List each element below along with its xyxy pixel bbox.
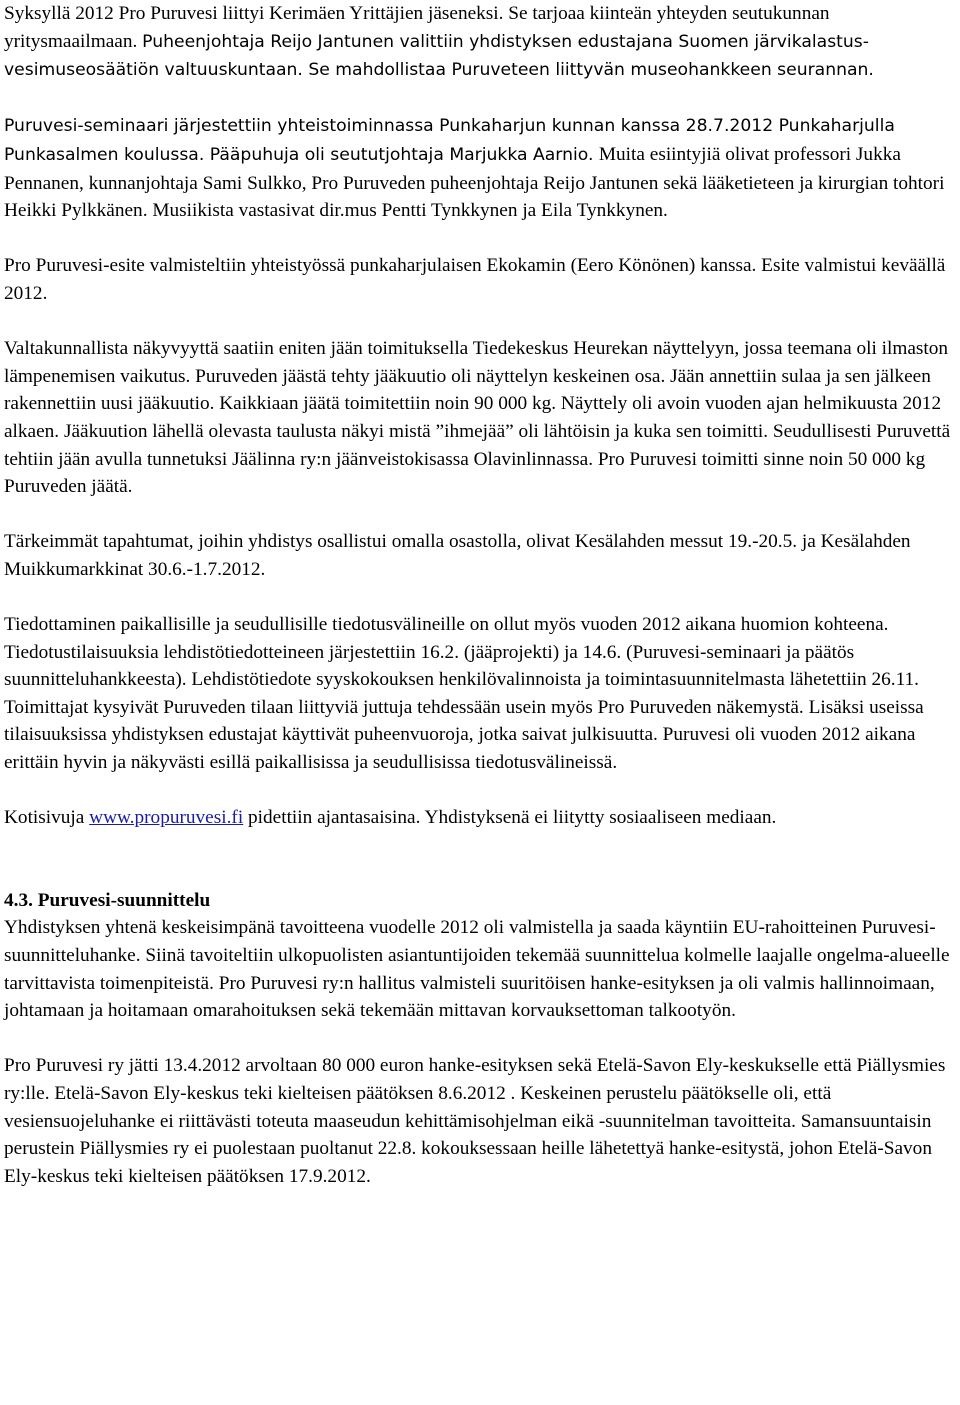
paragraph-seminar-text: Puruvesi-seminaari järjestettiin yhteistoiminnassa Punkaharjun kunnan kanssa 28.7.2012 Punkaharjulla Punkasalmen koulussa. Pääpuhuja oli seututjohtaja Marjukka Aarnio. — [4, 116, 895, 165]
paragraph-kerimaki-text: Syksyllä 2012 Pro Puruvesi liittyi Kerimäen Yrittäjien jäseneksi. Se tarjoaa kiinteän yhteyden seutukunnan yritysmaailmaan. — [4, 3, 830, 52]
paragraph-museum-text: Puheenjohtaja Reijo Jantunen valittiin yhdistyksen edustajana Suomen järvikalastus- vesimuseosäätiön valtuuskuntaan. Se mahdollistaa Puruveteen liittyvän museohankkeen seurannan. — [4, 31, 874, 81]
paragraph-planning-decision: Pro Puruvesi ry jätti 13.4.2012 arvoltaan 80 000 euron hanke-esityksen sekä Etelä-Savon Ely-keskukselle että Piällysmies ry:lle. Etelä-Savon Ely-keskus teki kielteisen päätöksen 8.6.2012 . Keskeinen perustelu päätökselle oli, että vesiensuojeluhanke ei riittävästi toteuta maaseudun kehittämisohjelman eikä -suunnitelman tavoitteita. Samansuuntaisin perustein Piällysmies ry ei puolestaan puoltanut 22.8. kokouksessaan heille lähetettyä hanke-esitystä, johon Etelä-Savon Ely-keskus teki kielteisen päätöksen 17.9.2012. — [4, 1055, 946, 1187]
spacer — [4, 583, 956, 611]
spacer — [4, 308, 956, 336]
paragraph-media: Tiedottaminen paikallisille ja seudullisille tiedotusvälineille on ollut myös vuoden 2012 aikana huomion kohteena. Tiedotustilaisuuksia lehdistötiedotteineen järjestettiin 16.2. (jääprojekti) ja 14.6. (Puruvesi-seminaari ja päätös suunnitteluhankkeesta). Lehdistötiedote syyskokouksen henkilövalinnoista ja toimintasuunnitelmasta lähetettiin 26.11. Toimittajat kysyivät Puruveden tilaan liittyviä juttuja tehdessään usein myös Pro Puruveden näkemystä. Lisäksi useissa tilaisuuksissa yhdistyksen edustajat käyttivät puheenvuoroja, jotka saivat julkisuutta. Puruvesi oli vuoden 2012 aikana erittäin hyvin ja näkyvästi esillä paikallisissa ja seudullisissa tiedotusvälineissä. — [4, 614, 924, 774]
paragraph-website — [4, 804, 956, 832]
website-link[interactable]: www.propuruvesi.fi — [89, 807, 244, 829]
spacer — [4, 85, 956, 113]
spacer — [4, 501, 956, 529]
spacer — [4, 777, 956, 805]
paragraph-seminar — [4, 112, 956, 224]
spacer — [4, 1025, 956, 1053]
paragraph-seminar-speakers: Muita esiintyjiä olivat professori Jukka Pennanen, kunnanjohtaja Sami Sulkko, Pro Puruveden puheenjohtaja Reijo Jantunen sekä lääketieteen ja kirurgian tohtori Heikki Pylkkänen. Musiikista vastasivat dir.mus Pentti Tynkkynen ja Eila Tynkkynen. — [4, 143, 945, 222]
document-page — [4, 0, 956, 1190]
section-heading: 4.3. Puruvesi-suunnittelu — [4, 889, 211, 911]
paragraph-planning-goal: Yhdistyksen yhtenä keskeisimpänä tavoitteena vuodelle 2012 oli valmistella ja saada käyntiin EU-rahoitteinen Puruvesi-suunnitteluhanke. Siinä tavoiteltiin ulkopuolisten asiantuntijoiden tekemää suunnittelua kolmelle laajalle ongelma-alueelle tarvittavista toimenpiteistä. Pro Puruvesi ry:n hallitus valmisteli suuritöisen hanke-esityksen ja oli valmis hallinnoimaan, johtamaan ja hoitamaan omarahoituksen sekä tekemään mittavan korvauksettoman talkootyön. — [4, 917, 950, 1022]
spacer — [4, 225, 956, 253]
paragraph-events: Tärkeimmät tapahtumat, joihin yhdistys osallistui omalla osastolla, olivat Kesälahden messut 19.-20.5. ja Kesälahden Muikkumarkkinat 30.6.-1.7.2012. — [4, 531, 911, 580]
website-text-before: Kotisivuja — [4, 807, 90, 829]
paragraph-kerimaki-membership — [4, 0, 956, 85]
paragraph-heureka-ice: Valtakunnallista näkyvyyttä saatiin eniten jään toimituksella Tiedekeskus Heurekan näyttelyyn, jossa teemana oli ilmaston lämpenemisen vaikutus. Puruveden jäästä tehty jääkuutio oli näyttelyn keskeinen osa. Jään annettiin sulaa ja sen jälkeen rakennettiin uusi jääkuutio. Kaikkiaan jäätä toimitettiin noin 90 000 kg. Näyttely oli avoin vuoden ajan helmikuusta 2012 alkaen. Jääkuution lähellä olevasta taulusta näkyi mistä ”ihmejää” oli lähtöisin ja kuka sen toimitti. Seudullisesti Puruvettä tehtiin jään avulla tunnetuksi Jäälinna ry:n jäänveistokisassa Olavinlinnassa. Pro Puruvesi toimitti sinne noin 50 000 kg Puruveden jäätä. — [4, 338, 951, 498]
spacer — [4, 832, 956, 887]
website-text-after: pidettiin ajantasaisina. Yhdistyksenä ei liitytty sosiaaliseen mediaan. — [243, 807, 777, 829]
paragraph-brochure: Pro Puruvesi-esite valmisteltiin yhteistyössä punkaharjulaisen Ekokamin (Eero Könönen) kanssa. Esite valmistui keväällä 2012. — [4, 255, 946, 304]
